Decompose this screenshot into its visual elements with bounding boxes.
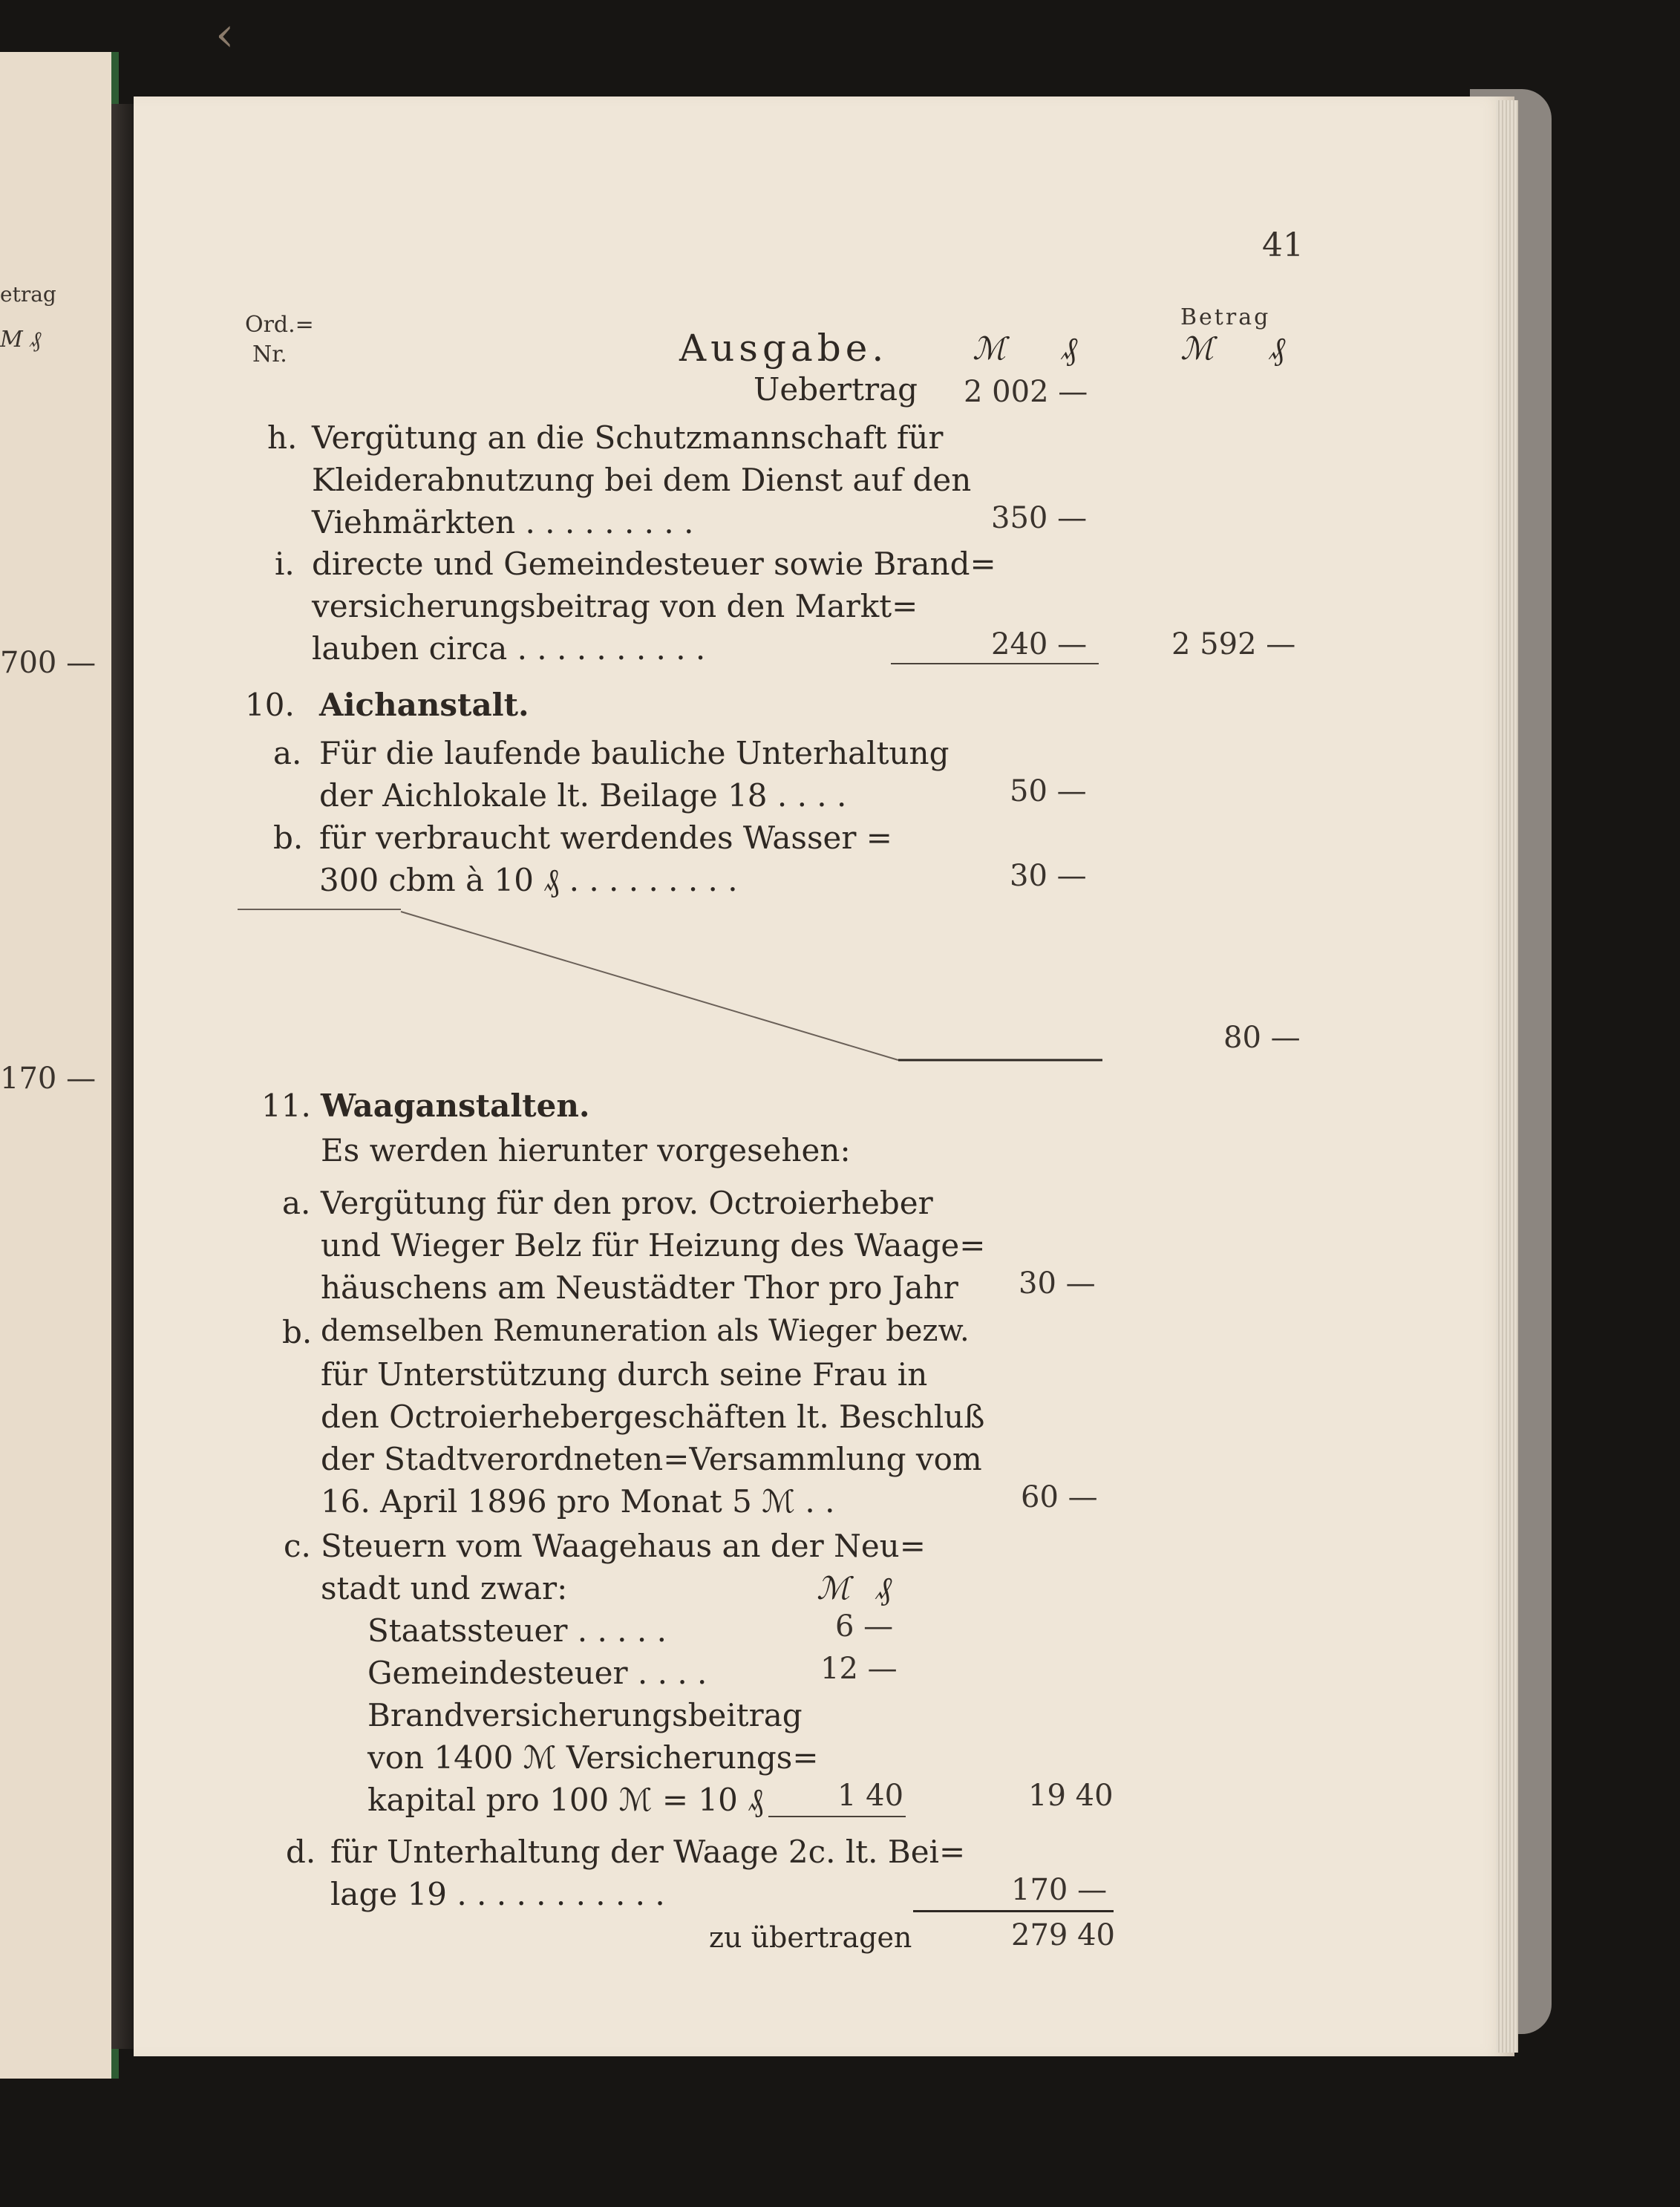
- item-i-line-1: directe und Gemeindesteuer sowie Brand=: [312, 546, 996, 582]
- page-number: 41: [1262, 226, 1304, 264]
- item-i-letter: i.: [275, 546, 295, 582]
- section-11-title: Waaganstalten.: [321, 1088, 590, 1124]
- section-10-a-line-1: Für die laufende bauliche Unterhaltung: [319, 735, 950, 771]
- section-10-a-amount: 50 —: [1010, 774, 1087, 808]
- section-11-a-line-3: häuschens am Neustädter Thor pro Jahr: [321, 1269, 958, 1306]
- item-h-letter: h.: [267, 419, 298, 456]
- betrag-label: Betrag: [1180, 304, 1271, 330]
- left-margin-chevron: ‹: [215, 7, 235, 62]
- left-value-700: 700 —: [0, 646, 97, 680]
- brand-line-3: kapital pro 100 ℳ = 10 ₰: [367, 1782, 764, 1818]
- section-11-c-amount: 19 40: [1028, 1779, 1114, 1813]
- left-currency-fragment: M ₰: [0, 327, 42, 353]
- item-h-line-3: Viehmärkten . . . . . . . . .: [312, 504, 694, 540]
- section-11-d-amount: 170 —: [1011, 1873, 1108, 1907]
- section-11-c-letter: c.: [284, 1528, 311, 1564]
- section-11-intro: Es werden hierunter vorgesehen:: [321, 1132, 851, 1168]
- section-10-title: Aichanstalt.: [319, 687, 529, 723]
- section-11-b-line-5: 16. April 1896 pro Monat 5 ℳ . .: [321, 1483, 835, 1520]
- section-10-a-line-2: der Aichlokale lt. Beilage 18 . . . .: [319, 777, 847, 814]
- section-10-total: 80 —: [1223, 1021, 1301, 1055]
- section-11-c-mark-label: ℳ: [817, 1570, 850, 1606]
- ord-nr-label-1: Ord.=: [245, 312, 314, 338]
- carry-amount: 279 40: [1011, 1918, 1115, 1952]
- item-i-line-2: versicherungsbeitrag von den Markt=: [312, 588, 918, 624]
- section-11-b-letter: b.: [282, 1314, 313, 1350]
- section-10-number: 10.: [245, 687, 295, 723]
- section-11-b-line-3: den Octroierhebergeschäften lt. Beschluß: [321, 1399, 985, 1435]
- column-pf-label: ₰: [1062, 330, 1077, 367]
- section-11-d-letter: d.: [286, 1834, 316, 1870]
- section-11-d-line-2: lage 19 . . . . . . . . . . .: [330, 1876, 665, 1912]
- betrag-mark-label: ℳ: [1180, 330, 1214, 367]
- section-11-a-letter: a.: [282, 1185, 311, 1221]
- item-i-amount: 240 —: [991, 627, 1088, 661]
- section-11-c-pf-label: ₰: [876, 1570, 892, 1606]
- section-11-b-line-4: der Stadtverordneten=Versammlung vom: [321, 1441, 982, 1477]
- section-11-b-amount: 60 —: [1021, 1480, 1098, 1514]
- left-betrag-fragment: etrag: [0, 282, 56, 307]
- section-10-b-line-2: 300 cbm à 10 ₰ . . . . . . . . .: [319, 862, 738, 898]
- column-mark-label: ℳ: [973, 330, 1006, 367]
- uebertrag-label: Uebertrag: [754, 371, 918, 408]
- gemeindesteuer-amount: 12 —: [820, 1652, 898, 1686]
- item-h-amount: 350 —: [991, 501, 1088, 535]
- uebertrag-amount: 2 002 —: [964, 375, 1088, 409]
- section-11-a-line-2: und Wieger Belz für Heizung des Waage=: [321, 1227, 986, 1263]
- gemeindesteuer-label: Gemeindesteuer . . . .: [367, 1655, 707, 1691]
- staatssteuer-label: Staatssteuer . . . . .: [367, 1612, 667, 1649]
- staatssteuer-amount: 6 —: [835, 1609, 894, 1644]
- section-11-b-line-1: demselben Remuneration als Wieger bezw.: [321, 1314, 970, 1348]
- left-value-170: 170 —: [0, 1062, 97, 1096]
- betrag-pf-label: ₰: [1269, 330, 1285, 367]
- section-10-a-letter: a.: [273, 735, 302, 771]
- item-h-line-1: Vergütung an die Schutzmannschaft für: [312, 419, 944, 456]
- section-11-d-underline: [913, 1910, 1114, 1912]
- brand-line-1: Brandversicherungsbeitrag: [367, 1697, 803, 1733]
- section-10-b-amount: 30 —: [1010, 859, 1087, 893]
- item-h-line-2: Kleiderabnutzung bei dem Dienst auf den: [312, 462, 972, 498]
- brand-amount: 1 40: [837, 1779, 904, 1813]
- page-title: Ausgabe.: [679, 327, 889, 370]
- section-11-a-amount: 30 —: [1019, 1266, 1096, 1301]
- ord-nr-label-2: Nr.: [252, 341, 287, 367]
- section-11-number: 11.: [261, 1088, 311, 1124]
- brand-line-2: von 1400 ℳ Versicherungs=: [367, 1739, 819, 1776]
- section-11-a-line-1: Vergütung für den prov. Octroierheber: [321, 1185, 933, 1221]
- section-11-d-line-1: für Unterhaltung der Waage 2c. lt. Bei=: [330, 1834, 966, 1870]
- brand-underline: [768, 1816, 906, 1817]
- item-i-total: 2 592 —: [1171, 627, 1296, 661]
- section-11-b-line-2: für Unterstützung durch seine Frau in: [321, 1356, 928, 1393]
- carry-label: zu übertragen: [709, 1921, 912, 1954]
- section-10-b-letter: b.: [273, 820, 304, 856]
- section-11-c-line-1: Steuern vom Waagehaus an der Neu=: [321, 1528, 926, 1564]
- section-11-c-line-2: stadt und zwar:: [321, 1570, 568, 1606]
- item-i-line-3: lauben circa . . . . . . . . . .: [312, 630, 706, 667]
- section-10-b-line-1: für verbraucht werdendes Wasser =: [319, 820, 892, 856]
